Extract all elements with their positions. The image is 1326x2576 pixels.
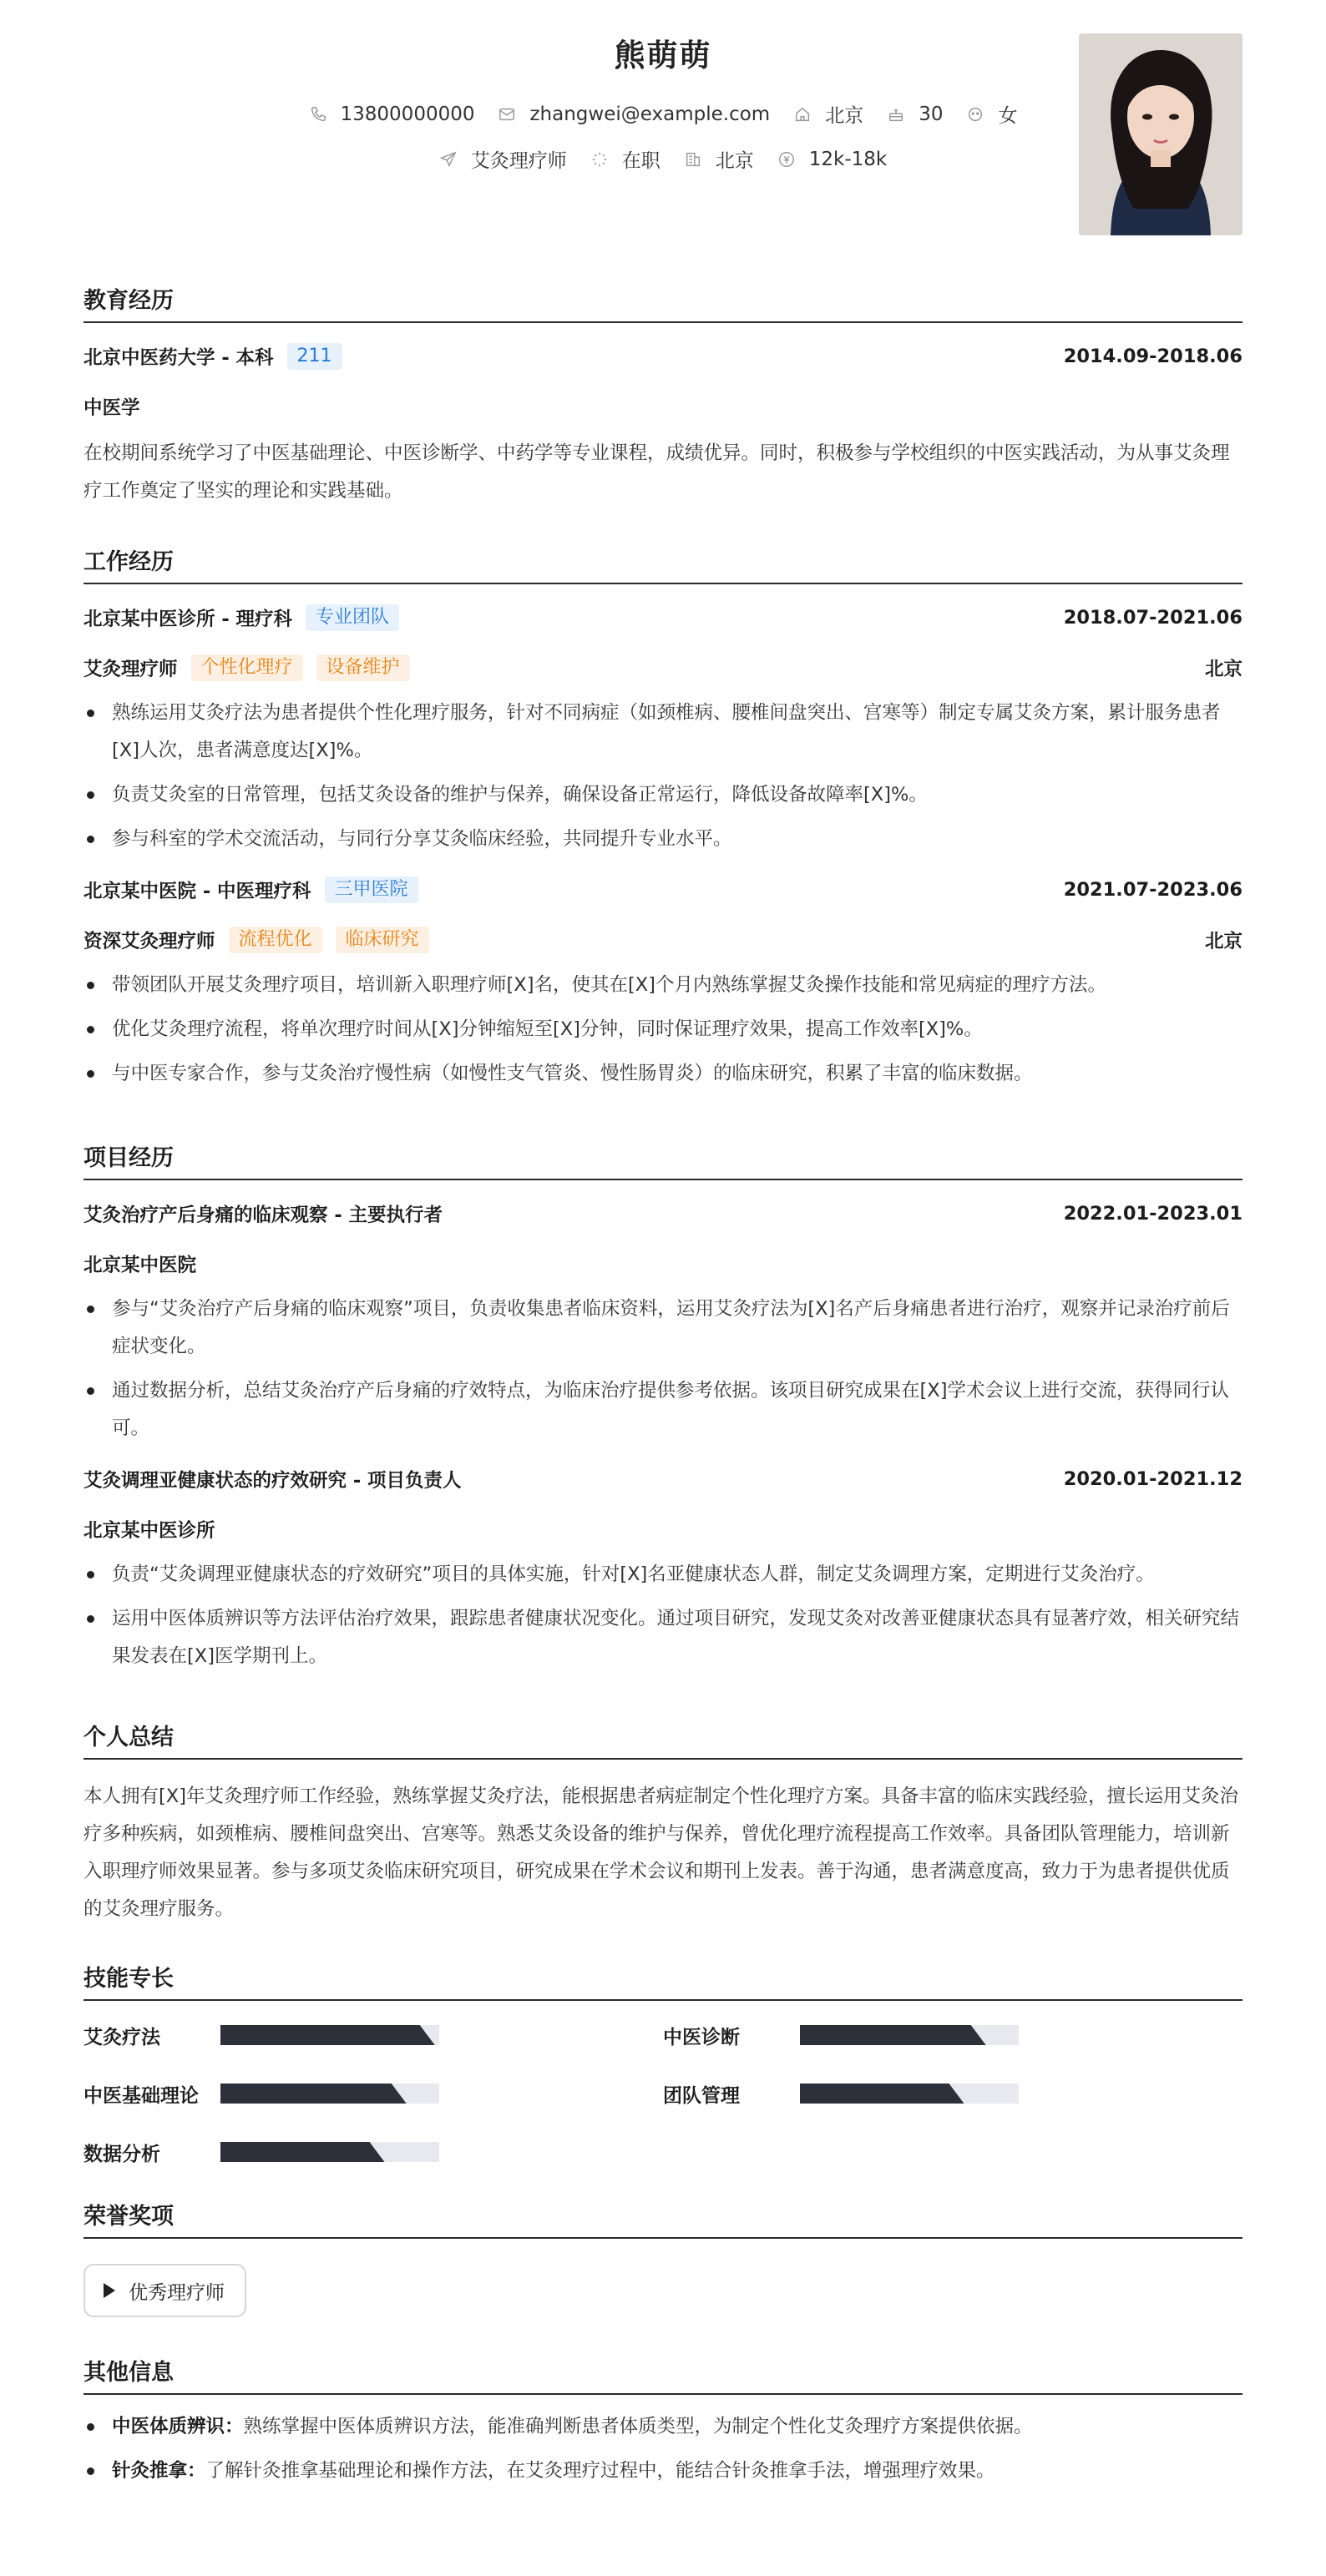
projects-section <box>84 1139 1242 1675</box>
target-city-item <box>684 145 754 173</box>
age-item <box>887 104 943 125</box>
email-text: zhangwei@example.com <box>529 103 771 125</box>
work-header <box>84 603 1242 633</box>
avatar-portrait-icon <box>1079 33 1242 235</box>
list-item: 通过数据分析，总结艾灸治疗产后身痛的疗效特点，为临床治疗提供参考依据。该项目研究成果在[X]学术会议上进行交流，获得同行认可。 <box>84 1372 1242 1447</box>
list-item: 熟练运用艾灸疗法为患者提供个性化理疗服务，针对不同病症（如颈椎病、腰椎间盘突出、宫寒等）制定专属艾灸方案，累计服务患者[X]人次，患者满意度达[X]%。 <box>84 695 1242 770</box>
company-tag: 三甲医院 <box>325 876 418 903</box>
education-desc: 在校期间系统学习了中医基础理论、中医诊断学、中药学等专业课程，成绩优异。同时，积极参与学校组织的中医实践活动，为从事艾灸理疗工作奠定了坚实的理论和实践基础。 <box>84 442 1230 502</box>
section-title-projects: 项目经历 <box>84 1139 1242 1180</box>
work-date: 2021.07-2023.06 <box>1063 879 1242 901</box>
skill-name: 中医诊断 <box>663 2026 740 2048</box>
project-org: 北京某中医院 <box>84 1255 197 1276</box>
other-text: 熟练掌握中医体质辨识方法，能准确判断患者体质类型，为制定个性化艾灸理疗方案提供依据。 <box>243 2416 1033 2437</box>
skill-bar <box>800 2025 1019 2045</box>
salary-text: 12k-18k <box>808 148 888 170</box>
role-row <box>84 653 1242 683</box>
skill-item <box>84 2123 663 2181</box>
skills-grid <box>84 2006 1242 2181</box>
work-date: 2018.07-2021.06 <box>1063 607 1242 629</box>
work-city: 北京 <box>1204 931 1242 952</box>
gender-text: 女 <box>998 105 1018 127</box>
other-label: 中医体质辨识： <box>112 2416 244 2437</box>
role-tag: 个性化理疗 <box>191 654 303 681</box>
send-icon <box>439 150 458 169</box>
section-title-honors: 荣誉奖项 <box>84 2198 1242 2239</box>
company-name: 北京某中医诊所 - 理疗科 <box>84 609 293 630</box>
project-header <box>84 1464 1242 1494</box>
other-section <box>84 2354 1242 2490</box>
salary-item <box>777 149 887 170</box>
avatar-photo <box>1079 33 1242 235</box>
skill-name: 中医基础理论 <box>84 2084 199 2107</box>
school-tag: 211 <box>287 343 342 370</box>
skill-item <box>84 2064 663 2123</box>
work-header <box>84 875 1242 905</box>
building-icon <box>684 150 702 169</box>
role-tag: 临床研究 <box>336 927 429 953</box>
skill-bar-fill <box>220 2025 435 2045</box>
gender-item <box>966 100 1017 128</box>
section-title-skills: 技能专长 <box>84 1960 1242 2001</box>
contact-row <box>84 100 1242 128</box>
role-tag: 设备维护 <box>316 654 410 681</box>
skill-item <box>663 2006 1242 2064</box>
summary-section <box>84 1719 1242 1928</box>
work-section <box>84 543 1242 1093</box>
education-date: 2014.09-2018.06 <box>1063 346 1242 367</box>
resume-header <box>84 0 1242 250</box>
school-name: 北京中医药大学 - 本科 <box>84 347 274 369</box>
skill-bar <box>220 2084 439 2104</box>
project-bullets <box>84 1291 1242 1447</box>
list-item <box>84 2452 1242 2490</box>
work-item <box>84 603 1242 858</box>
honors-section <box>84 2198 1242 2317</box>
skill-name: 数据分析 <box>84 2143 160 2165</box>
project-header <box>84 1199 1242 1229</box>
project-date: 2022.01-2023.01 <box>1063 1203 1242 1225</box>
work-bullets <box>84 695 1242 858</box>
mail-icon <box>498 105 516 124</box>
education-section <box>84 282 1242 510</box>
age-text: 30 <box>919 103 944 125</box>
work-city: 北京 <box>1204 659 1242 680</box>
job-intent-row <box>84 145 1242 173</box>
skills-section <box>84 1960 1242 2181</box>
section-title-other: 其他信息 <box>84 2354 1242 2395</box>
list-item: 带领团队开展艾灸理疗项目，培训新入职理疗师[X]名，使其在[X]个月内熟练掌握艾灸操作技能和常见病症的理疗方法。 <box>84 967 1242 1004</box>
city-item <box>793 100 863 128</box>
section-title-summary: 个人总结 <box>84 1719 1242 1760</box>
play-icon <box>104 2283 115 2298</box>
skill-bar-fill <box>800 2025 986 2045</box>
other-label: 针灸推拿： <box>112 2460 206 2482</box>
target-city-text: 北京 <box>715 150 754 172</box>
status-text: 在职 <box>621 150 660 172</box>
money-icon <box>777 150 796 169</box>
home-icon <box>793 105 812 124</box>
list-item: 运用中医体质辨识等方法评估治疗效果，跟踪患者健康状况变化。通过项目研究，发现艾灸对改善亚健康状态具有显著疗效，相关研究结果发表在[X]医学期刊上。 <box>84 1600 1242 1675</box>
job-target-item <box>439 145 567 173</box>
skill-bar-fill <box>220 2084 407 2104</box>
skill-bar <box>800 2084 1019 2104</box>
gender-icon <box>966 105 984 124</box>
work-item <box>84 875 1242 1093</box>
role-tag: 流程优化 <box>229 927 322 953</box>
city-text: 北京 <box>825 105 864 127</box>
list-item: 参与“艾灸治疗产后身痛的临床观察”项目，负责收集患者临床资料，运用艾灸疗法为[X]名产后身痛患者进行治疗，观察并记录治疗前后症状变化。 <box>84 1291 1242 1366</box>
education-major: 中医学 <box>84 397 140 419</box>
status-item <box>590 145 660 173</box>
project-item <box>84 1199 1242 1447</box>
project-item <box>84 1464 1242 1675</box>
project-bullets <box>84 1556 1242 1675</box>
skill-item <box>663 2064 1242 2123</box>
summary-text: 本人拥有[X]年艾灸理疗师工作经验，熟练掌握艾灸疗法，能根据患者病症制定个性化理疗方案。具备丰富的临床实践经验，擅长运用艾灸治疗多种疾病，如颈椎病、腰椎间盘突出、宫寒等。熟悉艾灸设备的维护与保养，曾优化理疗流程提高工作效率。具备团队管理能力，培训新入职理疗师效果显著。参与多项艾灸临床研究项目，研究成果在学术会议和期刊上发表。善于沟通，患者满意度高，致力于为患者提供优质的艾灸理疗服务。 <box>84 1786 1238 1920</box>
company-name: 北京某中医院 - 中医理疗科 <box>84 881 311 902</box>
section-title-education: 教育经历 <box>84 282 1242 323</box>
honor-label: 优秀理疗师 <box>129 2281 225 2304</box>
loading-icon <box>590 150 609 169</box>
project-date: 2020.01-2021.12 <box>1063 1468 1242 1490</box>
project-name: 艾灸调理亚健康状态的疗效研究 - 项目负责人 <box>84 1470 462 1492</box>
skill-bar-fill <box>220 2142 385 2162</box>
skill-item <box>84 2006 663 2064</box>
skill-bar-fill <box>800 2084 964 2104</box>
phone-text: 13800000000 <box>340 103 475 125</box>
phone-item <box>309 104 475 125</box>
job-target-text: 艾灸理疗师 <box>470 150 567 172</box>
project-name: 艾灸治疗产后身痛的临床观察 - 主要执行者 <box>84 1205 443 1226</box>
list-item: 参与科室的学术交流活动，与同行分享艾灸临床经验，共同提升专业水平。 <box>84 821 1242 858</box>
candidate-name: 熊萌萌 <box>614 38 712 73</box>
section-title-work: 工作经历 <box>84 543 1242 584</box>
other-bullets <box>84 2408 1242 2490</box>
role-name: 资深艾灸理疗师 <box>84 931 215 952</box>
honor-badge <box>84 2264 246 2317</box>
email-item <box>498 104 770 125</box>
project-org: 北京某中医诊所 <box>84 1520 215 1542</box>
list-item: 负责“艾灸调理亚健康状态的疗效研究”项目的具体实施，针对[X]名亚健康状态人群，制定艾灸调理方案，定期进行艾灸治疗。 <box>84 1556 1242 1594</box>
company-tag: 专业团队 <box>306 604 399 631</box>
skill-bar <box>220 2025 439 2045</box>
other-text: 了解针灸推拿基础理论和操作方法，在艾灸理疗过程中，能结合针灸推拿手法，增强理疗效果。 <box>205 2460 995 2482</box>
phone-icon <box>309 105 327 124</box>
skill-name: 团队管理 <box>663 2084 740 2107</box>
skill-name: 艾灸疗法 <box>84 2026 160 2048</box>
education-header <box>84 341 1242 371</box>
role-name: 艾灸理疗师 <box>84 659 178 680</box>
cake-icon <box>887 105 905 124</box>
work-bullets <box>84 967 1242 1093</box>
list-item: 负责艾灸室的日常管理，包括艾灸设备的维护与保养，确保设备正常运行，降低设备故障率[X]%。 <box>84 776 1242 814</box>
list-item: 与中医专家合作，参与艾灸治疗慢性病（如慢性支气管炎、慢性肠胃炎）的临床研究，积累了丰富的临床数据。 <box>84 1055 1242 1093</box>
role-row <box>84 925 1242 955</box>
list-item: 优化艾灸理疗流程，将单次理疗时间从[X]分钟缩短至[X]分钟，同时保证理疗效果，提高工作效率[X]%。 <box>84 1011 1242 1048</box>
list-item <box>84 2408 1242 2446</box>
skill-bar <box>220 2142 439 2162</box>
